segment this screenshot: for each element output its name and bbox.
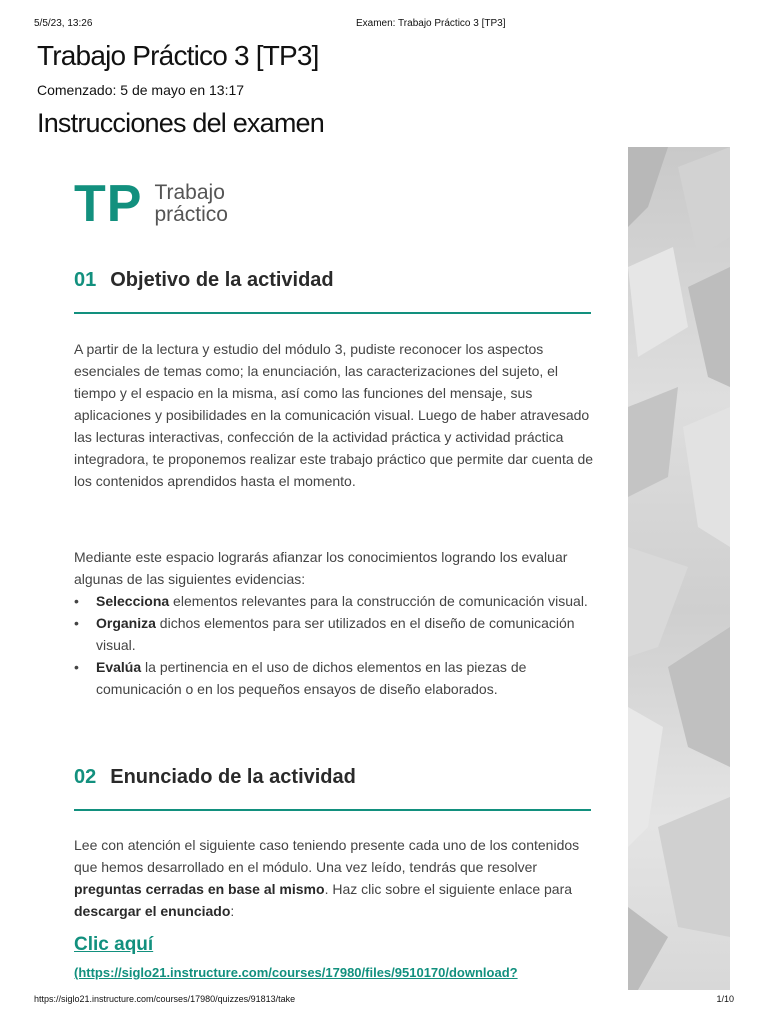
list-item [74, 612, 594, 656]
footer-url: https://siglo21.instructure.com/courses/17980/quizzes/91813/take [34, 994, 296, 1004]
print-date: 5/5/23, 13:26 [34, 18, 93, 29]
statement-text: : [230, 903, 235, 919]
bullet-dot: • [74, 615, 79, 631]
evidence-list [74, 546, 594, 700]
section-1-heading [74, 269, 334, 292]
section-2-paragraph [74, 834, 594, 922]
evidence-intro: Mediante este espacio lograrás afianzar los conocimientos logrando los evaluar algunas de las siguientes evidencias: [74, 549, 568, 587]
section-2-divider [74, 809, 591, 811]
page-title: Trabajo Práctico 3 [TP3] [37, 40, 319, 71]
bullet-bold: Organiza [96, 615, 156, 631]
statement-text: . Haz clic sobre el siguiente enlace para [324, 881, 573, 897]
section-2-number: 02 [74, 766, 97, 788]
tp-logo-mark: TP [74, 175, 143, 233]
list-item [74, 656, 594, 700]
page-number: 1/10 [716, 994, 734, 1004]
statement-bold: descargar el enunciado [74, 903, 231, 919]
download-link[interactable]: Clic aquí [74, 934, 154, 955]
started-timestamp: Comenzado: 5 de mayo en 13:17 [37, 82, 245, 98]
bullet-dot: • [74, 593, 79, 609]
bullet-bold: Evalúa [96, 659, 142, 675]
download-url-link[interactable]: (https://siglo21.instructure.com/courses/17980/files/9510170/download? [74, 965, 518, 980]
bullet-bold: Selecciona [96, 593, 170, 609]
print-doc-title: Examen: Trabajo Práctico 3 [TP3] [356, 18, 506, 29]
statement-text: Lee con atención el siguiente caso teniendo presente cada uno de los contenidos que hemos desarrollado en el módulo. Una vez leído, tendrás que resolver [74, 837, 580, 875]
section-2-title: Enunciado de la actividad [110, 766, 356, 788]
tp-logo-word1: Trabajo [154, 181, 225, 204]
section-1-paragraph [74, 338, 594, 492]
list-item [74, 590, 594, 612]
objective-text: A partir de la lectura y estudio del módulo 3, pudiste reconocer los aspectos esenciales de temas como; la enunciación, las caracterizaciones del sujeto, el tiempo y el espacio en la misma, así como las funciones del mensaje, sus aplicaciones y posibilidades en la comunicación visual. Luego de haber atravesado las lecturas interactivas, confección de la actividad práctica y actividad práctica integradora, te proponemos realizar este trabajo práctico que permite dar cuenta de los contenidos aprendidos hasta el momento. [74, 341, 594, 489]
instructions-heading: Instrucciones del examen [37, 108, 324, 138]
section-1-number: 01 [74, 269, 97, 291]
print-footer [34, 994, 734, 1004]
section-1-title: Objetivo de la actividad [110, 269, 334, 291]
section-2-heading [74, 766, 356, 789]
tp-logo [74, 175, 228, 233]
tp-logo-words [154, 182, 228, 226]
statement-bold: preguntas cerradas en base al mismo [74, 881, 325, 897]
section-1-divider [74, 312, 591, 314]
tp-logo-word2: práctico [154, 203, 228, 226]
decorative-architecture-photo [628, 147, 730, 990]
bullet-text: dichos elementos para ser utilizados en el diseño de comunicación visual. [96, 615, 575, 653]
bullet-text: la pertinencia en el uso de dichos elementos en las piezas de comunicación o en los pequeños ensayos de diseño elaborados. [96, 659, 527, 697]
bullet-text: elementos relevantes para la construcción de comunicación visual. [169, 593, 588, 609]
bullet-dot: • [74, 659, 79, 675]
